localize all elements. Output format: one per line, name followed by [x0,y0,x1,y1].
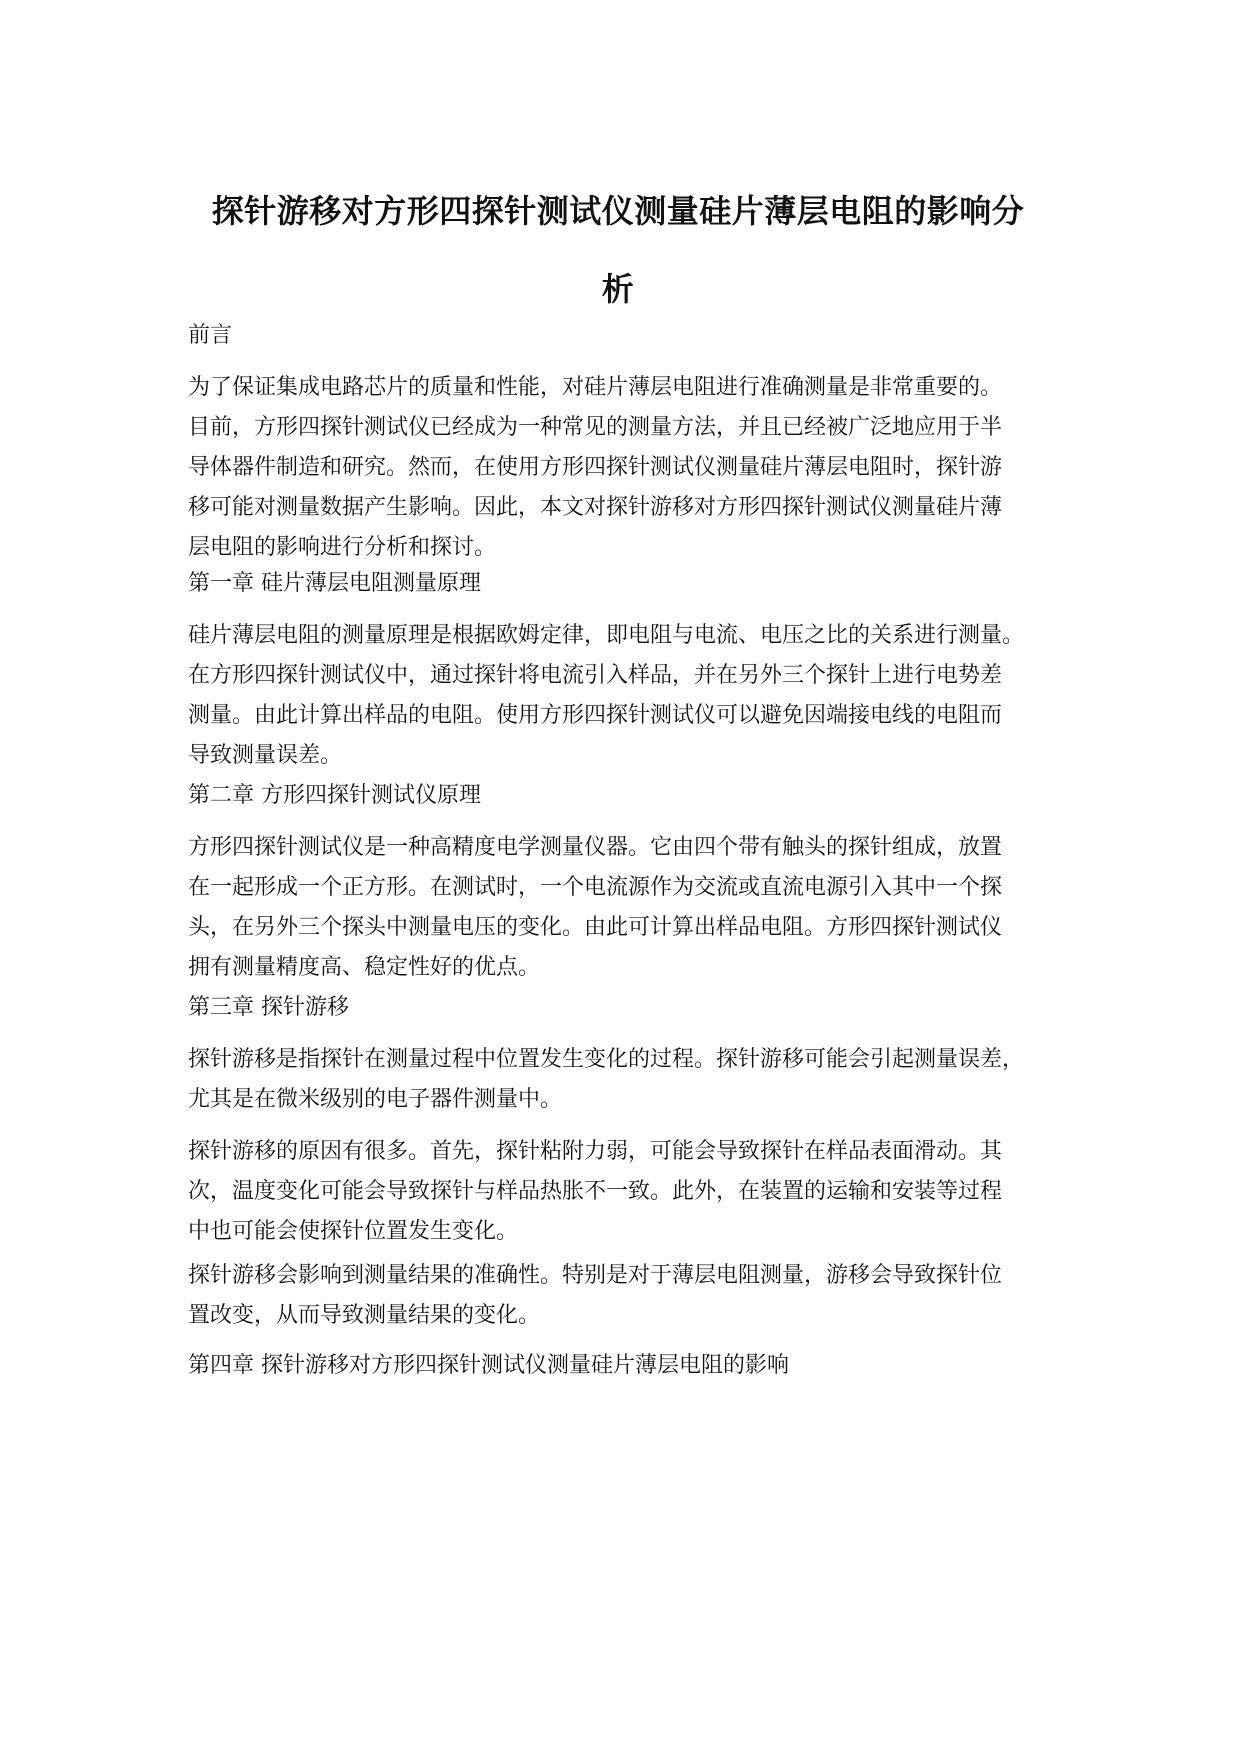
chapter2-line: 方形四探针测试仪是一种高精度电学测量仪器。它由四个带有触头的探针组成，放置 [188,835,1003,860]
chapter3-line: 次，温度变化可能会导致探针与样品热胀不一致。此外，在装置的运输和安装等过程 [188,1179,1003,1204]
preface-line: 移可能对测量数据产生影响。因此，本文对探针游移对方形四探针测试仪测量硅片薄 [188,495,1003,520]
chapter2-line: 拥有测量精度高、稳定性好的优点。 [188,955,541,980]
chapter3-paragraph-1 [188,1040,1048,1120]
chapter3-line: 中也可能会使探针位置发生变化。 [188,1219,519,1244]
title-line-2: 析 [601,270,635,308]
title-line-1: 探针游移对方形四探针测试仪测量硅片薄层电阻的影响分 [211,192,1025,230]
preface-line: 为了保证集成电路芯片的质量和性能，对硅片薄层电阻进行准确测量是非常重要的。 [188,375,1003,400]
preface-paragraph [188,368,1048,568]
chapter3-line: 探针游移是指探针在测量过程中位置发生变化的过程。探针游移可能会引起测量误差， [188,1047,1025,1072]
chapter1-paragraph [188,616,1048,776]
chapter3-line: 尤其是在微米级别的电子器件测量中。 [188,1087,563,1112]
chapter1-line: 在方形四探针测试仪中，通过探针将电流引入样品，并在另外三个探针上进行电势差 [188,663,1003,688]
chapter3-line: 探针游移的原因有很多。首先，探针粘附力弱，可能会导致探针在样品表面滑动。其 [188,1139,1003,1164]
chapter3-paragraph-2 [188,1132,1048,1252]
document-title [188,172,1048,328]
chapter2-heading: 第二章 方形四探针测试仪原理 [188,783,481,808]
chapter2-line: 在一起形成一个正方形。在测试时，一个电流源作为交流或直流电源引入其中一个探 [188,875,1003,900]
preface-heading: 前言 [188,323,233,348]
chapter2-line: 头，在另外三个探头中测量电压的变化。由此可计算出样品电阻。方形四探针测试仪 [188,915,1003,940]
preface-line: 层电阻的影响进行分析和探讨。 [188,535,497,560]
chapter3-line: 探针游移会影响到测量结果的准确性。特别是对于薄层电阻测量，游移会导致探针位 [188,1263,1003,1288]
chapter1-heading: 第一章 硅片薄层电阻测量原理 [188,571,481,596]
chapter1-line: 硅片薄层电阻的测量原理是根据欧姆定律，即电阻与电流、电压之比的关系进行测量。 [188,623,1025,648]
preface-line: 目前，方形四探针测试仪已经成为一种常见的测量方法，并且已经被广泛地应用于半 [188,415,1003,440]
chapter3-paragraph-3 [188,1256,1048,1336]
chapter1-line: 测量。由此计算出样品的电阻。使用方形四探针测试仪可以避免因端接电线的电阻而 [188,703,1003,728]
chapter2-paragraph [188,828,1048,988]
chapter3-line: 置改变，从而导致测量结果的变化。 [188,1303,541,1328]
chapter4-heading: 第四章 探针游移对方形四探针测试仪测量硅片薄层电阻的影响 [188,1353,789,1378]
chapter3-heading: 第三章 探针游移 [188,995,349,1020]
preface-line: 导体器件制造和研究。然而，在使用方形四探针测试仪测量硅片薄层电阻时，探针游 [188,455,1003,480]
chapter1-line: 导致测量误差。 [188,743,343,768]
